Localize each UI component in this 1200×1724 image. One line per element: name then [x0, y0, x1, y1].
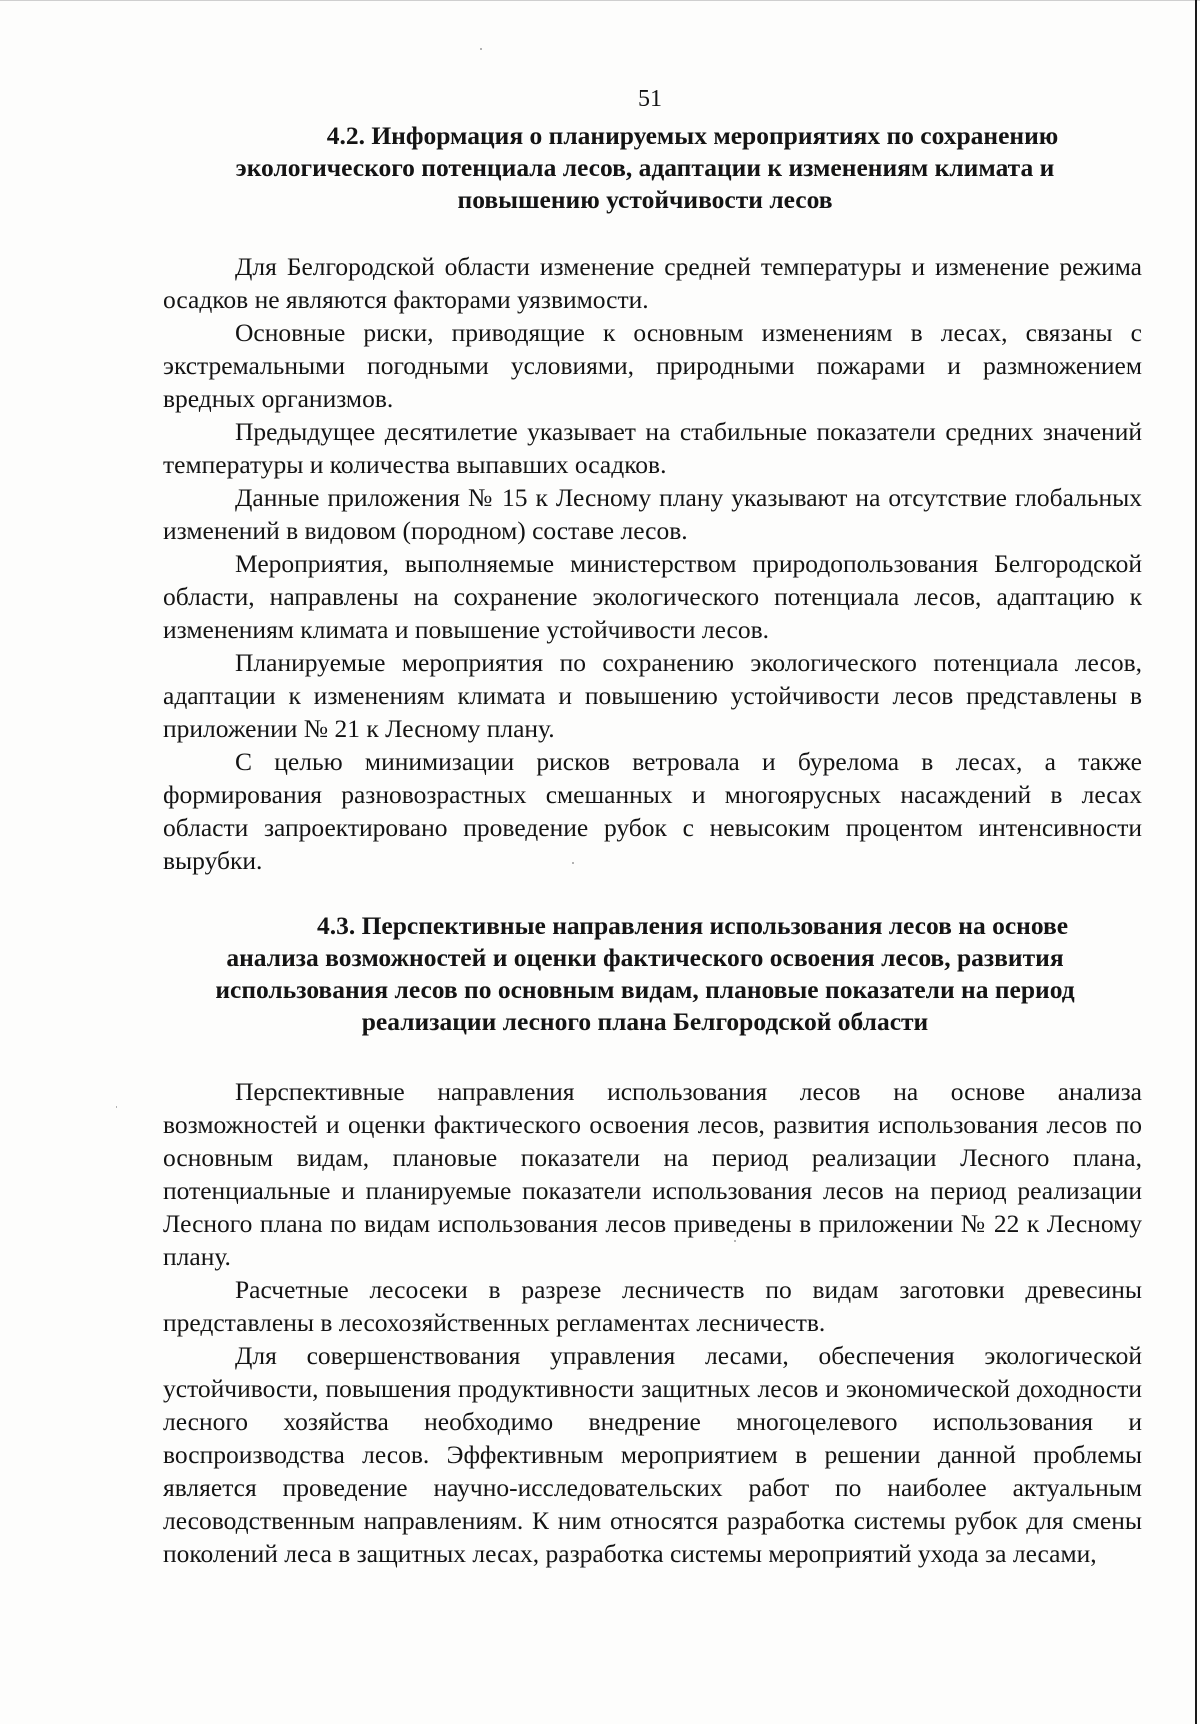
- paragraph: Для Белгородской области изменение средней температуры и изменение режима осадков не являются факторами уязвимости.: [163, 252, 1142, 314]
- scan-speck: [480, 48, 482, 50]
- heading-line: реализации лесного плана Белгородской области: [361, 1007, 929, 1036]
- paragraph: С целью минимизации рисков ветровала и бурелома в лесах, а также формирования разновозрастных смешанных и многоярусных насаждений в лесах области запроектировано проведение рубок с невысоким процентом интенсивности вырубки.: [163, 747, 1142, 875]
- paragraph: Расчетные лесосеки в разрезе лесничеств по видам заготовки древесины представлены в лесохозяйственных регламентах лесничеств.: [163, 1275, 1142, 1337]
- heading-line: анализа возможностей и оценки фактического освоения лесов, развития: [226, 943, 1064, 972]
- page-number: 51: [638, 86, 662, 112]
- heading-line: повышению устойчивости лесов: [457, 185, 833, 214]
- paragraph: Для совершенствования управления лесами, обеспечения экологической устойчивости, повышения продуктивности защитных лесов и экономической доходности лесного хозяйства необходимо внедрение многоцелевого использования и воспроизводства лесов. Эффективным мероприятием в решении данной проблемы является проведение научно-исследовательских работ по наиболее актуальным лесоводственным направлениям. К ним относятся разработка системы рубок для смены поколений леса в защитных лесах, разработка системы мероприятий ухода за лесами,: [163, 1341, 1142, 1568]
- paragraph: Основные риски, приводящие к основным изменениям в лесах, связаны с экстремальными погодными условиями, природными пожарами и размножением вредных организмов.: [163, 318, 1142, 413]
- scan-speck: [572, 862, 574, 864]
- scan-edge-top: [0, 0, 1200, 1]
- section-body-4-2: [163, 250, 1142, 877]
- heading-line: экологического потенциала лесов, адаптации к изменениям климата и: [235, 153, 1055, 182]
- paragraph: Планируемые мероприятия по сохранению экологического потенциала лесов, адаптации к изменениям климата и повышению устойчивости лесов представлены в приложении № 21 к Лесному плану.: [163, 648, 1142, 743]
- heading-line: использования лесов по основным видам, плановые показатели на период: [215, 975, 1075, 1004]
- section-heading-4-3: [150, 910, 1140, 1038]
- section-body-4-3: [163, 1075, 1142, 1570]
- paragraph: Мероприятия, выполняемые министерством природопользования Белгородской области, направлены на сохранение экологического потенциала лесов, адаптацию к изменениям климата и повышение устойчивости лесов.: [163, 549, 1142, 644]
- heading-line: 4.2. Информация о планируемых мероприятиях по сохранению: [326, 121, 1059, 150]
- scan-speck: [734, 1240, 736, 1242]
- paragraph: Перспективные направления использования лесов на основе анализа возможностей и оценки фактического освоения лесов, развития использования лесов по основным видам, плановые показатели на период реализации Лесного плана, потенциальные и планируемые показатели использования лесов на период реализации Лесного плана по видам использования лесов приведены в приложении № 22 к Лесному плану.: [163, 1077, 1142, 1271]
- scan-edge-right: [1195, 0, 1197, 1724]
- heading-line: 4.3. Перспективные направления использования лесов на основе: [316, 911, 1069, 940]
- section-heading-4-2: [150, 120, 1140, 216]
- scan-speck: [116, 1106, 117, 1108]
- paragraph: Данные приложения № 15 к Лесному плану указывают на отсутствие глобальных изменений в видовом (породном) составе лесов.: [163, 483, 1142, 545]
- paragraph: Предыдущее десятилетие указывает на стабильные показатели средних значений температуры и количества выпавших осадков.: [163, 417, 1142, 479]
